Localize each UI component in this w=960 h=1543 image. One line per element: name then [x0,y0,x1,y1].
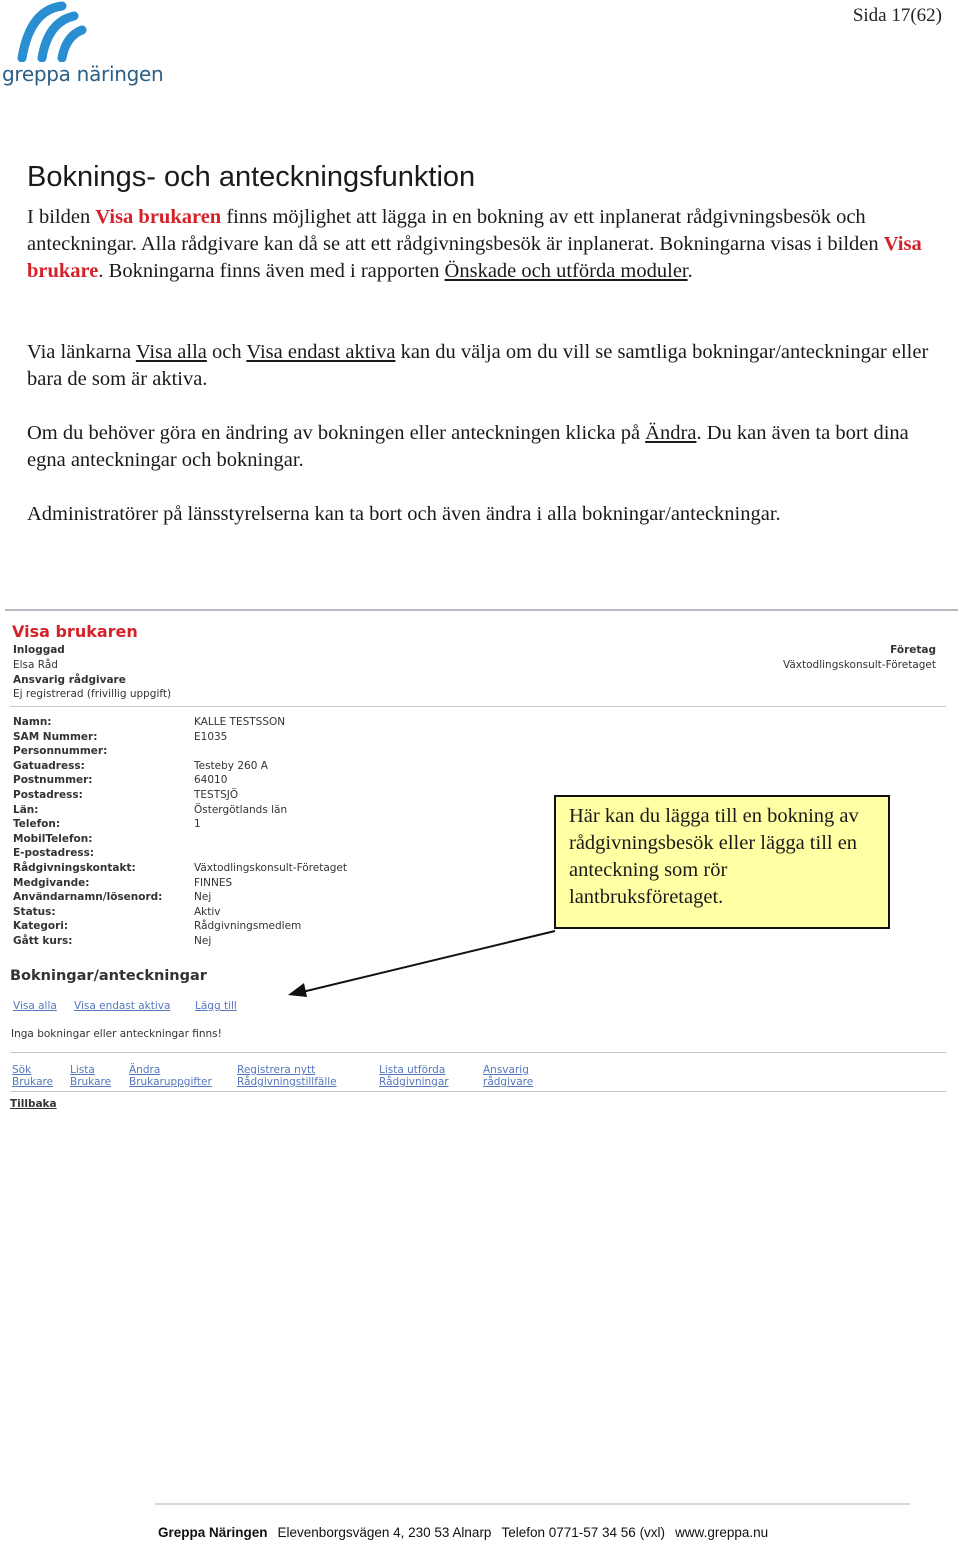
p3-link-andra[interactable]: Ändra [645,422,697,444]
back-link[interactable]: Tillbaka [10,1098,57,1110]
logo-text: greppa näringen [2,62,164,86]
field-value: KALLE TESTSSON [194,716,286,728]
company-value: Växtodlingskonsult-Företaget [782,659,936,671]
footer-phone: Telefon 0771-57 34 56 (vxl) [501,1525,666,1540]
field-value: FINNES [194,876,233,889]
paragraph-1 [27,204,937,285]
field-label: SAM Nummer: [13,730,98,743]
nav-line: Registrera nytt [237,1064,316,1076]
link-visa-endast-aktiva[interactable]: Visa endast aktiva [74,1000,171,1012]
p3-text-c: . Du kan även ta bort dina egna anteckningar och bokningar. [27,422,909,471]
bookings-title: Bokningar/anteckningar [10,968,207,984]
p1-text-e: . Bokningarna finns även med i rapporten [98,260,445,282]
p1-text-c: finns möjlighet att lägga in en bokning av ett inplanerat rådgivningsbesök och anteckningar. Alla rådgivare kan då se att ett rådgivningsbesök är inplanerat. Bokningarna visas i bilden [27,206,884,255]
paragraph-4: Administratörer på länsstyrelserna kan ta bort och även ändra i alla bokningar/anteckningar. [27,503,781,525]
paragraph-3 [27,420,937,474]
logged-in-value: Elsa Råd [13,659,58,671]
field-value: Östergötlands län [194,803,288,816]
footer [158,1525,768,1540]
field-value [194,745,347,760]
field-label: Personnummer: [13,745,108,758]
field-value: Växtodlingskonsult-Företaget [194,861,348,874]
link-visa-alla[interactable]: Visa alla [13,1000,57,1012]
p2-link-visa-alla[interactable]: Visa alla [135,341,207,363]
field-value: Aktiv [194,905,221,918]
responsible-value: Ej registrerad (frivillig uppgift) [13,688,172,700]
nav-line: Rådgivningstillfälle [237,1076,337,1088]
p1-report-link[interactable]: Önskade och utförda moduler [444,260,688,282]
field-value: Nej [194,934,212,947]
divider [10,706,946,707]
nav-line: Ändra [129,1064,161,1076]
nav-line: Brukare [70,1076,112,1088]
field-label: E-postadress: [13,847,95,860]
field-label: Användarnamn/lösenord: [13,891,163,904]
divider [10,1052,946,1053]
field-label: Postadress: [13,788,83,801]
p2-link-visa-aktiva[interactable]: Visa endast aktiva [246,341,396,363]
field-label: Gatuadress: [13,759,85,772]
field-label: Gått kurs: [13,934,73,947]
field-label: Namn: [13,716,52,728]
logo-mark-icon [2,0,92,62]
p2-text-a: Via länkarna [27,341,136,363]
divider [10,1091,946,1092]
field-value: Nej [194,891,212,904]
field-label: Telefon: [13,818,61,831]
nav-line: Lista [70,1064,95,1076]
field-value [194,847,347,862]
field-value: Rådgivningsmedlem [194,920,302,933]
nav-sok-brukare[interactable] [12,1064,53,1088]
responsible-label: Ansvarig rådgivare [13,674,126,686]
footer-org: Greppa Näringen [158,1525,268,1540]
p1-text-g: . [687,260,693,282]
nav-line: Brukaruppgifter [129,1076,212,1088]
nav-lista-brukare[interactable] [70,1064,111,1088]
page-number: Sida 17(62) [852,5,942,26]
field-values [194,716,347,950]
field-label: Län: [13,803,39,816]
field-label: Kategori: [13,920,69,933]
p2-text-e: kan du välja om du vill se samtliga bokningar/anteckningar eller bara de som är aktiva. [27,341,929,390]
footer-address: Elevenborgsvägen 4, 230 53 Alnarp [277,1525,492,1540]
arrow-icon [280,925,560,1000]
company-label: Företag [890,644,936,656]
nav-line: rådgivare [483,1076,534,1088]
nav-line: Ansvarig [483,1064,529,1076]
nav-line: Lista utförda [379,1064,446,1076]
field-label: Rådgivningskontakt: [13,861,136,874]
field-value: E1035 [194,730,228,743]
section-title: Boknings- och anteckningsfunktion [27,161,476,193]
p1-text-a: I bilden [27,206,96,228]
field-value: Testeby 260 A [194,759,268,772]
field-value [194,833,347,848]
p2-text-c: och [206,341,247,363]
screenshot-title: Visa brukaren [12,622,138,641]
field-value: 64010 [194,774,228,787]
field-value: TESTSJÖ [194,788,239,801]
nav-line: Brukare [12,1076,54,1088]
p1-highlight-visa-brukare: Visa brukare [27,233,922,282]
field-label: Status: [13,905,56,918]
nav-line: Sök [12,1064,32,1076]
field-label: Postnummer: [13,774,93,787]
link-lagg-till[interactable]: Lägg till [195,1000,237,1012]
logged-in-label: Inloggad [13,644,65,656]
p1-highlight-visa-brukaren: Visa brukaren [95,206,222,228]
field-label: Medgivande: [13,876,90,889]
callout-box: Här kan du lägga till en bokning av rådgivningsbesök eller lägga till en anteckning som rör lantbruksföretaget. [554,795,890,929]
footer-web: www.greppa.nu [675,1525,769,1540]
nav-ansvarig-radgivare[interactable] [483,1064,533,1088]
nav-lista-utforda[interactable] [379,1064,449,1088]
field-labels [13,716,162,950]
nav-line: Rådgivningar [379,1076,449,1088]
field-value: 1 [194,818,201,831]
nav-registrera-nytt[interactable] [237,1064,337,1088]
no-bookings-message: Inga bokningar eller anteckningar finns! [11,1028,222,1040]
footer-divider [155,1503,910,1505]
nav-andra-brukaruppgifter[interactable] [129,1064,212,1088]
field-label: MobilTelefon: [13,832,93,845]
paragraph-2 [27,339,937,393]
p3-text-a: Om du behöver göra en ändring av bokningen eller anteckningen klicka på [27,422,646,444]
